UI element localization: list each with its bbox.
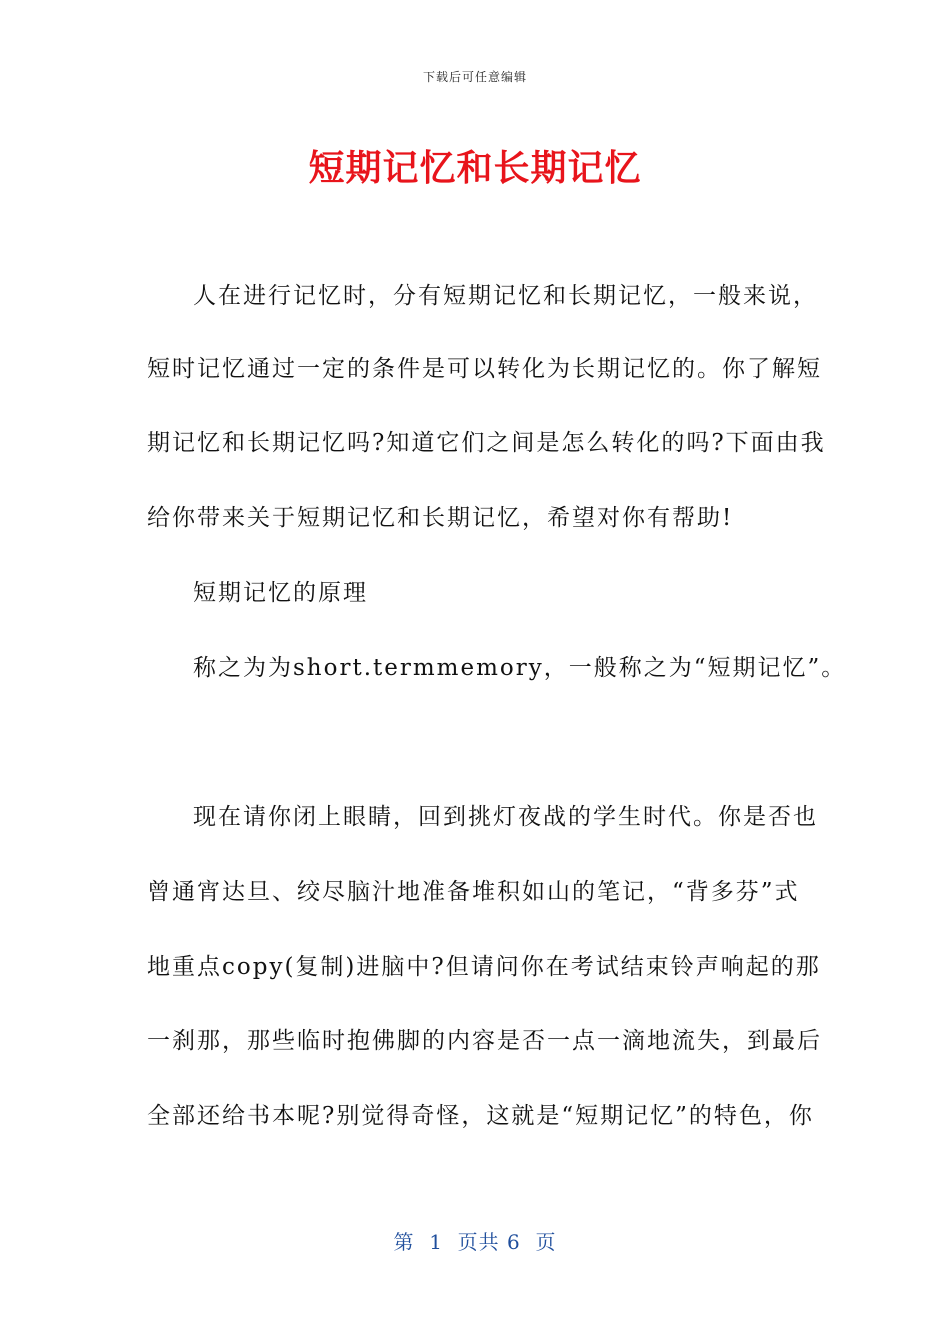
- section-heading: 短期记忆的原理: [193, 580, 368, 606]
- paragraph-line: 短时记忆通过一定的条件是可以转化为长期记忆的。你了解短: [147, 356, 822, 382]
- paragraph-line: 现在请你闭上眼睛，回到挑灯夜战的学生时代。你是否也: [193, 804, 818, 830]
- paragraph-line: 期记忆和长期记忆吗?知道它们之间是怎么转化的吗?下面由我: [147, 430, 826, 456]
- header-note: 下载后可任意编辑: [422, 70, 527, 84]
- paragraph-line: 全部还给书本呢?别觉得奇怪，这就是“短期记忆”的特色，你: [147, 1103, 814, 1129]
- paragraph-line: 给你带来关于短期记忆和长期记忆，希望对你有帮助!: [147, 505, 734, 531]
- paragraph-line: 一刹那，那些临时抱佛脚的内容是否一点一滴地流失，到最后: [147, 1028, 822, 1054]
- paragraph-line: 地重点copy(复制)进脑中?但请问你在考试结束铃声响起的那: [147, 954, 821, 980]
- page-number-footer: 第 1 页共 6 页: [393, 1230, 557, 1254]
- paragraph-line: 称之为为short.termmemory，一般称之为“短期记忆”。: [193, 655, 847, 681]
- paragraph-line: 人在进行记忆时，分有短期记忆和长期记忆，一般来说，: [193, 283, 818, 309]
- paragraph-line: 曾通宵达旦、绞尽脑汁地准备堆积如山的笔记，“背多芬”式: [147, 879, 800, 905]
- document-title: 短期记忆和长期记忆: [308, 148, 642, 189]
